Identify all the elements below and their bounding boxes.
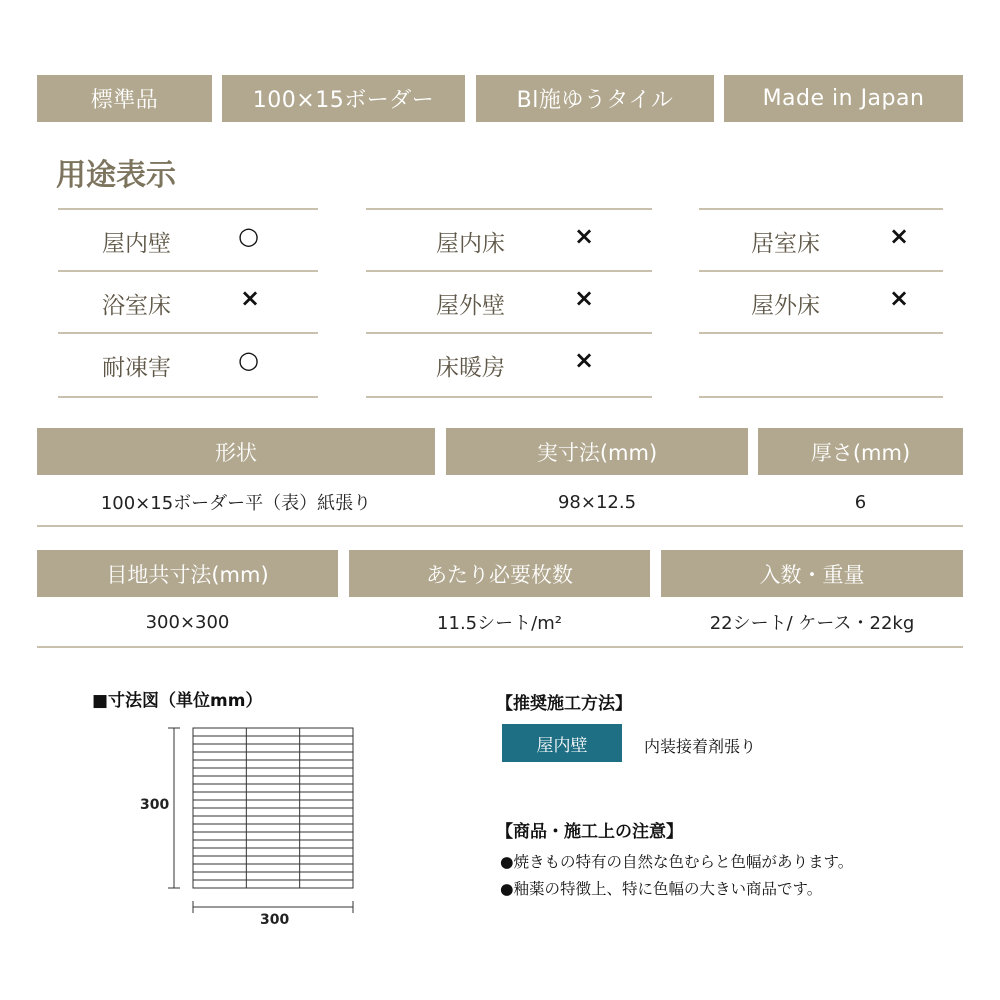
width-label: 300: [260, 912, 290, 928]
usage-label: 屋内壁: [102, 231, 171, 257]
divider: [37, 525, 963, 527]
usage-row: [58, 270, 318, 334]
usage-row: [366, 332, 652, 398]
spec-value-quantity-weight: 22シート/ ケース・22kg: [709, 613, 915, 634]
notes-title: 【商品・施工上の注意】: [496, 822, 683, 842]
install-method: 内装接着剤張り: [644, 737, 757, 756]
usage-row: [366, 270, 652, 334]
usage-row: [366, 208, 652, 272]
usage-label: 屋内床: [436, 231, 505, 257]
usage-mark: ○: [238, 222, 259, 250]
spec-header-required-sheets: あたり必要枚数: [349, 550, 650, 597]
tag-made-in: Made in Japan: [724, 75, 963, 122]
usage-mark: ×: [574, 346, 595, 374]
spec-header-thickness: 厚さ(mm): [758, 428, 963, 475]
usage-label: 床暖房: [436, 355, 505, 381]
install-title: 【推奨施工方法】: [496, 694, 632, 714]
spec-value-shape: 100×15ボーダー平（表）紙張り: [100, 493, 372, 514]
spec-value-thickness: 6: [854, 491, 867, 513]
tile-sheet-diagram: [130, 720, 370, 930]
tag-border-size: 100×15ボーダー: [222, 75, 465, 122]
usage-row: [58, 332, 318, 398]
usage-mark: ×: [574, 222, 595, 250]
usage-title: 用途表示: [56, 158, 176, 193]
usage-label: 屋外床: [751, 293, 820, 319]
usage-mark: ×: [574, 284, 595, 312]
usage-label: 屋外壁: [436, 293, 505, 319]
usage-mark: ○: [238, 346, 259, 374]
divider: [37, 646, 963, 648]
tag-tile-type: Bl施ゆうタイル: [476, 75, 714, 122]
usage-column-1: [58, 208, 318, 398]
usage-row-empty: [699, 332, 943, 398]
install-badge: 屋内壁: [502, 724, 622, 762]
spec-value-joint-size: 300×300: [145, 611, 230, 633]
usage-row: [699, 270, 943, 334]
spec-value-required-sheets: 11.5シート/m²: [437, 613, 562, 634]
spec-header-quantity-weight: 入数・重量: [661, 550, 963, 597]
usage-label: 浴室床: [102, 293, 171, 319]
usage-mark: ×: [889, 222, 910, 250]
spec-header-shape: 形状: [37, 428, 435, 475]
spec-header-joint-size: 目地共寸法(mm): [37, 550, 338, 597]
usage-column-2: [366, 208, 652, 398]
tag-standard: 標準品: [37, 75, 212, 122]
usage-label: 耐凍害: [102, 355, 171, 381]
note-item: ●釉薬の特徴上、特に色幅の大きい商品です。: [500, 880, 823, 898]
spec-header-actual-size: 実寸法(mm): [446, 428, 748, 475]
note-item: ●焼きもの特有の自然な色むらと色幅があります。: [500, 853, 854, 871]
usage-row: [58, 208, 318, 272]
usage-label: 居室床: [751, 231, 820, 257]
spec-value-actual-size: 98×12.5: [557, 491, 637, 513]
usage-column-3: [699, 208, 943, 398]
usage-row: [699, 208, 943, 272]
diagram-title: ■寸法図（単位mm）: [92, 691, 263, 711]
height-label: 300: [140, 797, 170, 813]
usage-mark: ×: [240, 284, 261, 312]
usage-mark: ×: [889, 284, 910, 312]
